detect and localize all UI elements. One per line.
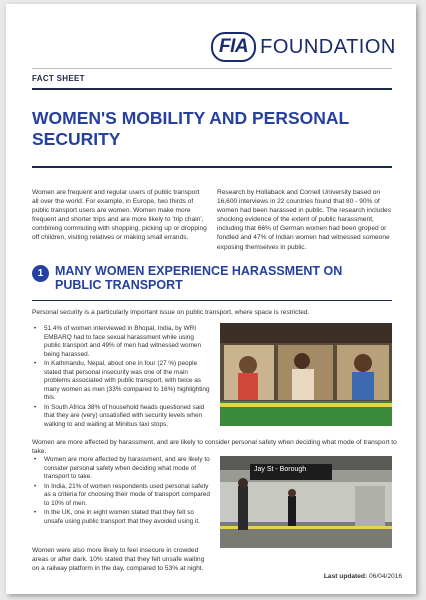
header-divider [32, 68, 392, 69]
last-updated-label: Last updated: [323, 573, 368, 580]
section-title: MANY WOMEN EXPERIENCE HARASSMENT ON PUBLIC TRANSPORT [55, 264, 343, 293]
section-rule [32, 300, 392, 301]
list-item: • In South Africa 38% of household heads questioned said that they are (very) unsatisfied with security levels when walking to and waiting at Minibus taxi stops. [32, 404, 212, 430]
page-title: WOMEN'S MOBILITY AND PERSONAL SECURITY [32, 108, 349, 149]
fact-sheet-label: FACT SHEET [32, 74, 85, 83]
bullet-list-transport [32, 325, 212, 430]
fact-sheet-page [6, 4, 416, 594]
subway-platform-photo [220, 456, 392, 548]
last-updated-date: 06/04/2016 [368, 573, 402, 580]
section-number-badge: 1 [32, 265, 49, 282]
bus-photo-illustration [220, 323, 392, 426]
station-sign-text: Jay St - Borough [254, 466, 307, 473]
bus-passengers-photo [220, 323, 392, 426]
intro-right-paragraph: Research by Hollaback and Cornell University based on 16,600 interviews in 22 countries found that 80 - 90% of women had been harassed in public. The research includes shocking evidence of the extent of public harassment, including that 66% of German women had been groped or fondled and 47% of Indian women had witnessed someone exposing themselves in public. [217, 189, 391, 251]
list-item: • In Kathmandu, Nepal, about one in four (27 %) people stated that personal insecurity was one of the main problems associated with public transport, with twice as many women as men (33% compared to 16%) highlighting this. [32, 360, 212, 403]
fia-foundation-logo [211, 32, 396, 62]
section-closing-paragraph: Women were also more likely to feel insecure in crowded areas or after dark. 10% stated that they felt unsafe waiting on a railway platform in the day, compared to 53% at night. [32, 547, 205, 572]
list-item: • 51.4% of women interviewed in Bhopal, India, by WRI EMBARQ had to face sexual harassment while using public transport and 49% of men had witnessed women being harassed. [32, 325, 212, 359]
title-top-rule [32, 88, 392, 90]
section-heading [32, 264, 392, 293]
fia-logo-mark: FIA [211, 32, 256, 62]
section-lead: Personal security is a particularly important issue on public transport, where space is restricted. [32, 309, 310, 316]
section-middle-paragraph: Women are more affected by harassment, and are likely to consider personal safety when deciding what mode of transport to take. [32, 439, 397, 455]
list-item: • Women are more affected by harassment, and are likely to consider personal safety when deciding what mode of transport to take. [32, 456, 212, 482]
list-item: • In India, 21% of women respondents used personal safety as a criteria for choosing their mode of transport compared to 10% of men. [32, 483, 212, 509]
bullet-list-safety [32, 456, 212, 527]
list-item: • In the UK, one in eight women stated that they felt so unsafe using public transport that they avoided using it. [32, 509, 212, 526]
title-bottom-rule [32, 166, 392, 168]
logo-wordmark: FOUNDATION [260, 35, 396, 58]
intro-left-paragraph: Women are frequent and regular users of public transport all over the world. For example, in Europe, two thirds of public transport users are women. Women make more frequent and shorter trips and are more likely to 'trip chain', combining commuting with shopping, picking up or dropping off children, visiting relatives or making small errands. [32, 189, 207, 242]
last-updated [324, 573, 402, 580]
